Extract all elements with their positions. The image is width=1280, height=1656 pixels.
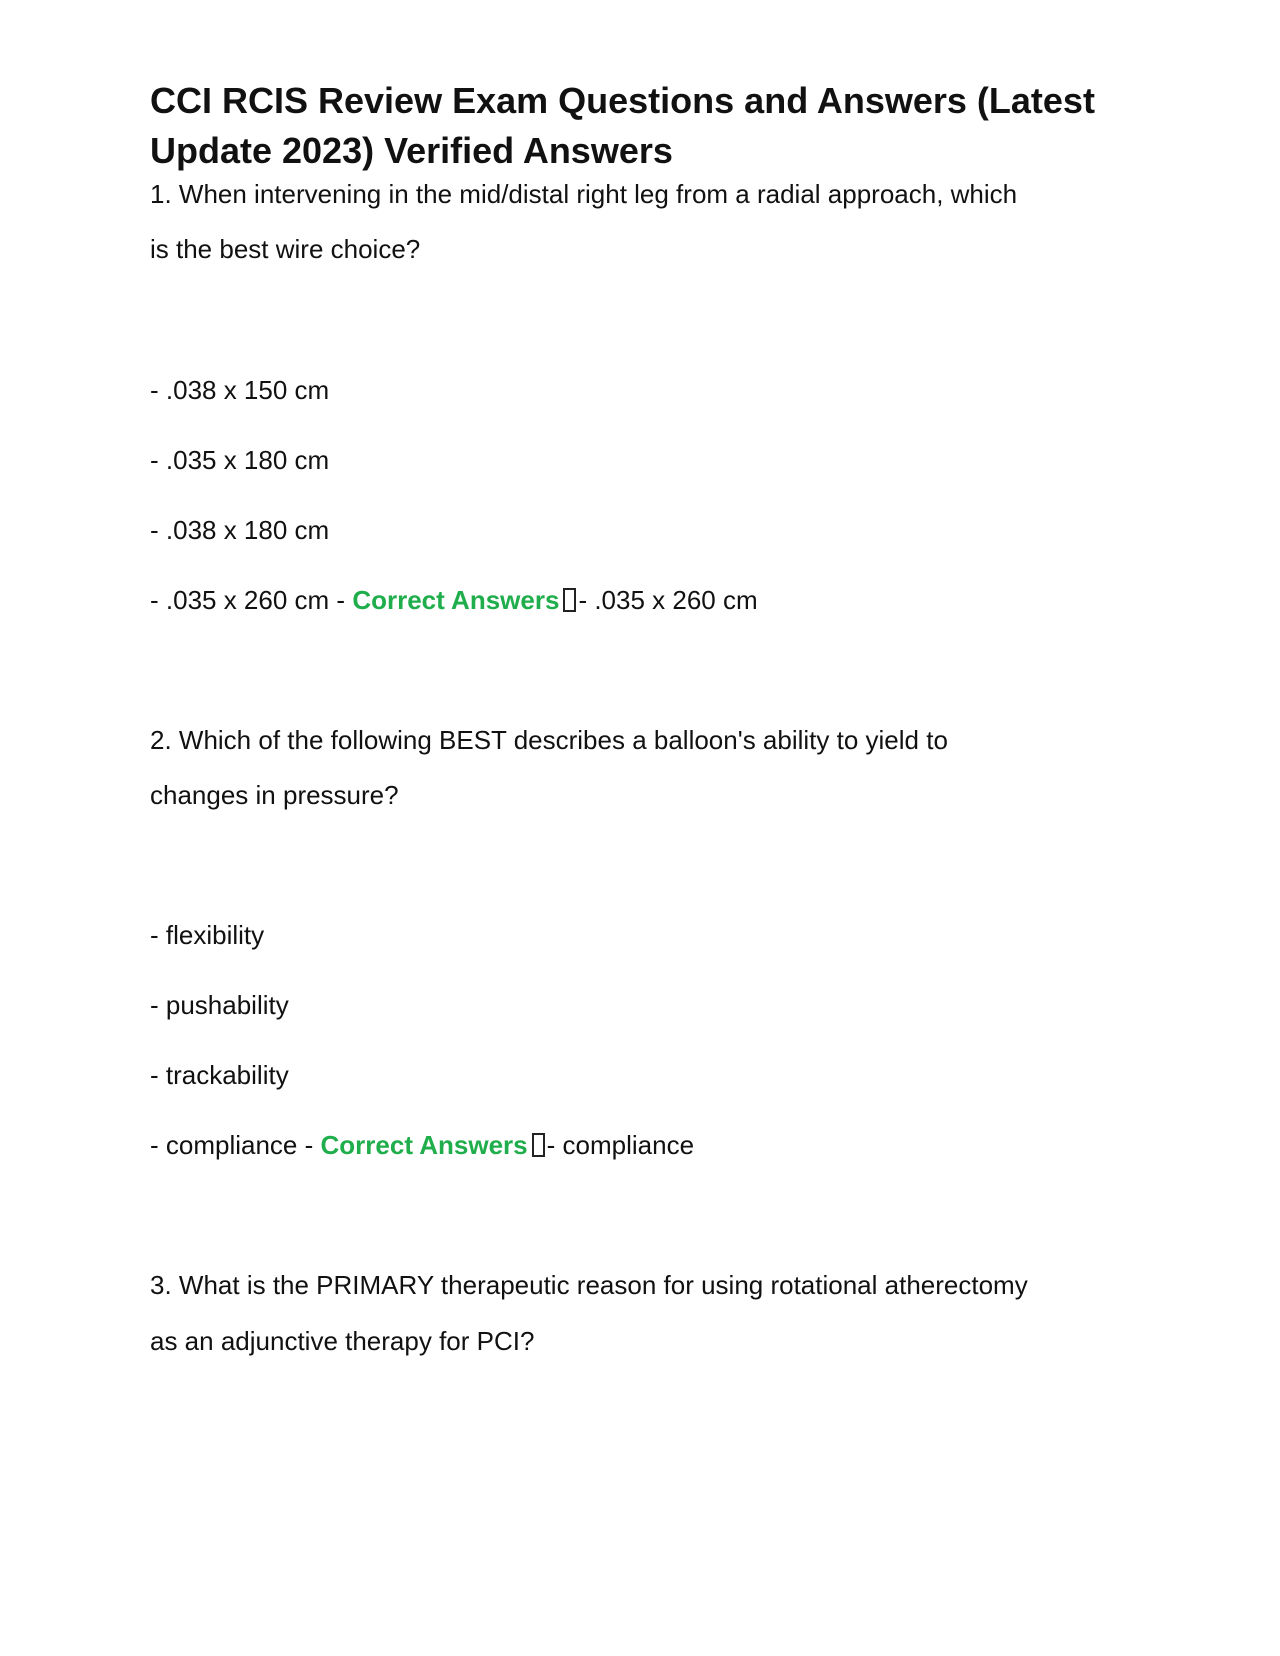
question-2-answer-line [150,1127,1150,1163]
question-1-answer: - .035 x 260 cm [578,585,758,615]
box-icon [563,588,576,612]
document-title: CCI RCIS Review Exam Questions and Answers (Latest Update 2023) Verified Answers [150,80,1095,171]
question-1-option-3: - .038 x 180 cm [150,515,330,545]
box-icon [532,1133,545,1157]
question-2-answer: - compliance [546,1130,695,1160]
question-3-prompt-line-1: 3. What is the PRIMARY therapeutic reason for using rotational atherectomy [150,1270,1028,1300]
question-1-prompt-line-2: is the best wire choice? [150,234,421,264]
correct-answers-label: Correct Answers [320,1130,528,1160]
question-2-option-3: - trackability [150,1060,289,1090]
question-1-option-1: - .038 x 150 cm [150,375,330,405]
question-1-prompt-line-1: 1. When intervening in the mid/distal right leg from a radial approach, which [150,179,1018,209]
question-1-option-2: - .035 x 180 cm [150,445,330,475]
question-3-prompt-line-2: as an adjunctive therapy for PCI? [150,1326,535,1356]
question-2-option-2: - pushability [150,990,289,1020]
question-2-option-1: - flexibility [150,920,265,950]
correct-answers-label: Correct Answers [352,585,560,615]
question-1-option-4: - .035 x 260 cm - [150,585,346,615]
question-1-answer-line [150,582,1150,618]
question-2-option-4: - compliance - [150,1130,314,1160]
question-2-prompt-line-2: changes in pressure? [150,780,399,810]
question-2-prompt-line-1: 2. Which of the following BEST describes a balloon's ability to yield to [150,725,948,755]
